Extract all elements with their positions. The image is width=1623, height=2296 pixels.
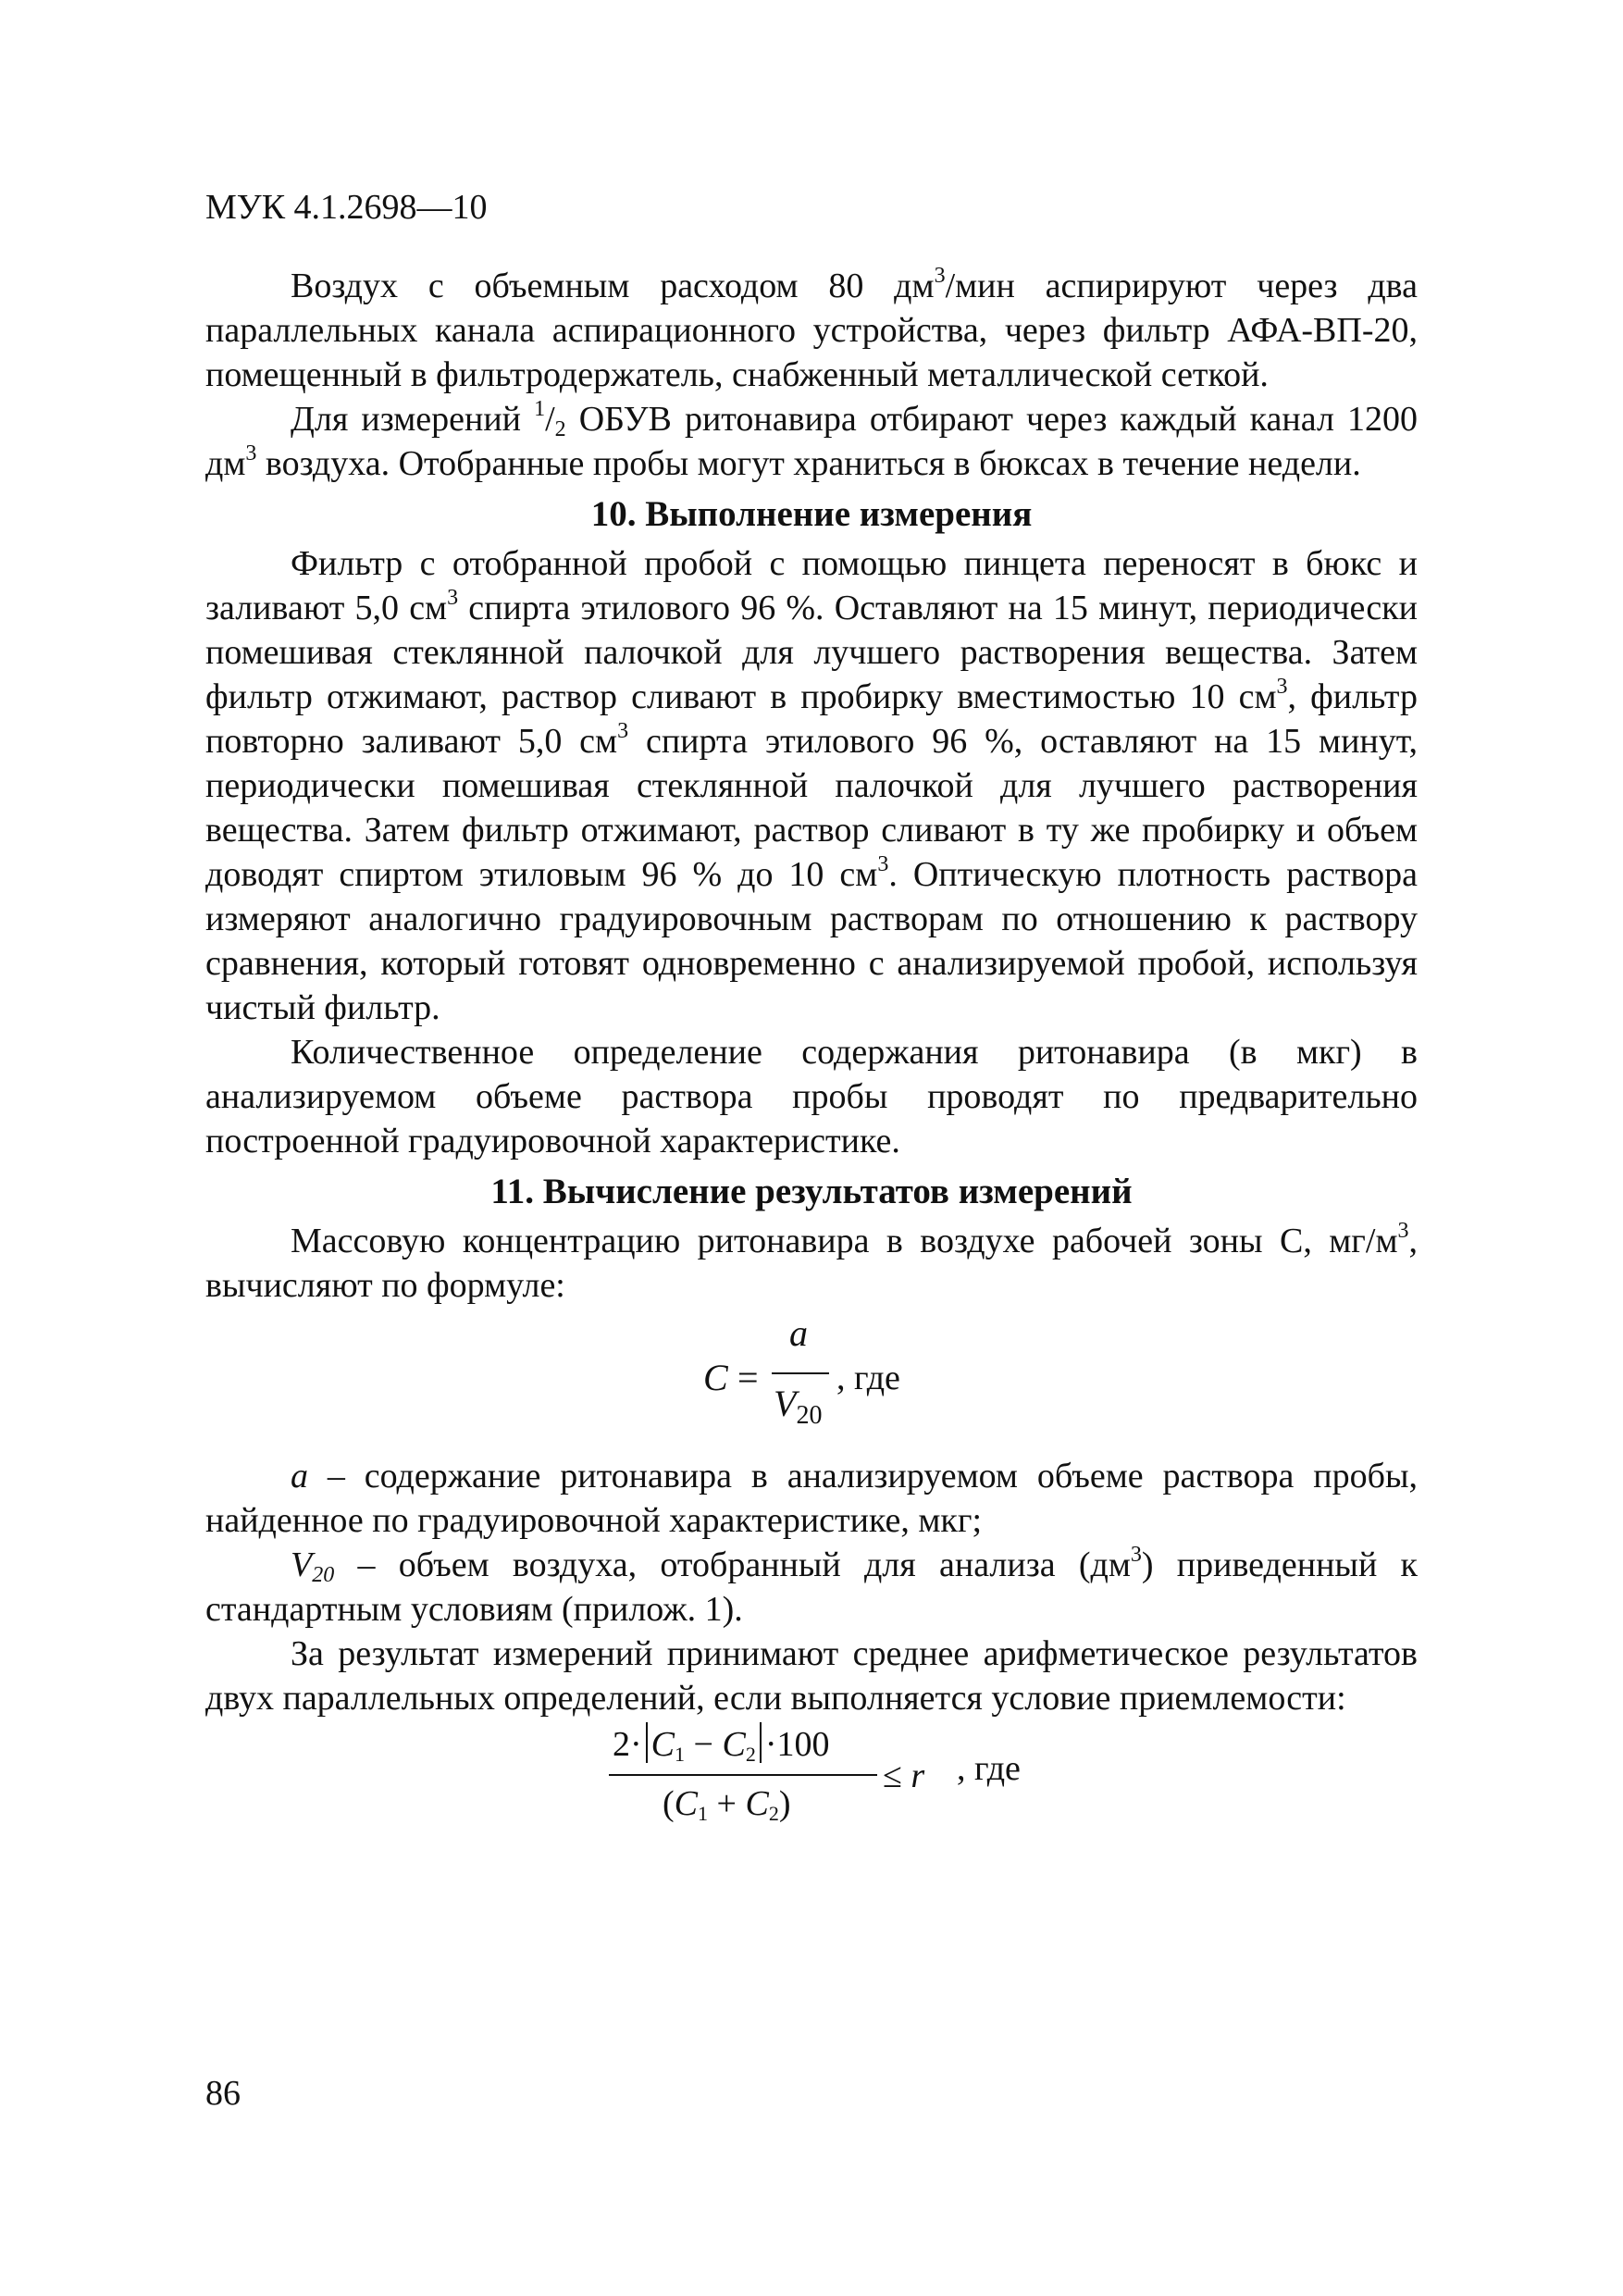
intro-paragraph-1 [205, 264, 1418, 397]
text-run: , вычисляют по формуле: [205, 1222, 1418, 1305]
operator: + [708, 1784, 746, 1823]
fraction-bar [772, 1372, 829, 1374]
intro-paragraph-2 [205, 397, 1418, 486]
formula-concentration [205, 1311, 1418, 1450]
text-run: Фильтр с отобранной пробой с помощью пинцета переносят в бюкс и заливают 5,0 см [205, 544, 1418, 627]
subscript: 2 [745, 1743, 756, 1766]
superscript: 3 [617, 719, 629, 743]
abs-bar-left [646, 1722, 648, 1763]
text-run: /мин аспирируют через два параллельных канала аспирационного устройства, через фильтр АФА-ВП-20, помещенный в фильтродержатель, снабженный металлической сеткой. [205, 267, 1418, 394]
text-run: – объем воздуха, отобранный для анализа (дм [334, 1545, 1131, 1584]
text-run: Воздух с объемным расходом 80 дм [291, 267, 935, 305]
section-10-paragraph-2: Количественное определение содержания ритонавира (в мкг) в анализируемом объеме раствора пробы проводят по предварительно построенной градуировочной характеристике. [205, 1033, 1418, 1160]
variable: r [911, 1756, 925, 1795]
section-11-paragraph-2: За результат измерений принимают среднее арифметическое результатов двух параллельных определений, если выполняется условие приемлемости: [205, 1634, 1418, 1718]
formula-acceptability [205, 1722, 1418, 1843]
text-run: . Оптическую плотность раствора измеряют аналогично градуировочным растворам по отношению к раствору сравнения, который готовят одновременно с анализируемой пробой, используя чистый фильтр. [205, 855, 1418, 1027]
definition-a [205, 1454, 1418, 1543]
section-11-paragraph-1 [205, 1219, 1418, 1308]
formula-equals: = [737, 1357, 759, 1398]
superscript: 3 [934, 264, 946, 288]
text-run: ОБУВ ритонавира отбирают через каждый канал 1200 дм [205, 400, 1418, 483]
text-run: воздуха. Отобранные пробы могут храниться в бюксах в течение недели. [256, 444, 1361, 483]
subscript: 20 [312, 1563, 335, 1587]
text-run: 2· [613, 1725, 642, 1764]
fraction-bar [609, 1774, 877, 1776]
operator: − [685, 1725, 723, 1764]
paren: ) [778, 1784, 791, 1823]
formula-where: , где [836, 1359, 900, 1397]
text-run: Для измерений [291, 400, 535, 439]
superscript: 3 [245, 441, 257, 465]
formula-numerator: a [789, 1312, 808, 1354]
page-body [205, 264, 1418, 1843]
operator: ≤ [883, 1756, 911, 1795]
page-number: 86 [205, 2074, 241, 2113]
variable: C [722, 1725, 746, 1764]
text-run: ·100 [764, 1725, 830, 1764]
formula2-denominator [663, 1781, 790, 1826]
variable: V [291, 1545, 313, 1584]
denominator-subscript: 20 [796, 1401, 823, 1430]
formula-lhs: C [703, 1357, 728, 1398]
text-run: спирта этилового 96 %. Оставляют на 15 минут, периодически помешивая стеклянной палочкой для лучшего растворения вещества. Затем фильтр отжимают, раствор сливают в пробирку вместимостью 10 см [205, 589, 1418, 716]
abs-bar-right [760, 1722, 762, 1763]
section-10-paragraph-1 [205, 541, 1418, 1030]
text-run: ) приведенный к стандартным условиям (прилож. 1). [205, 1545, 1418, 1629]
fraction-slash: / [545, 400, 555, 439]
superscript: 3 [447, 586, 459, 610]
formula2-where: , где [957, 1749, 1021, 1788]
variable: C [674, 1784, 699, 1823]
formula2-numerator [613, 1722, 829, 1767]
denominator-var: V [774, 1383, 797, 1424]
subscript: 1 [675, 1743, 686, 1766]
definition-v20 [205, 1543, 1418, 1632]
section-10-heading: 10. Выполнение измерения [590, 494, 1033, 534]
superscript: 3 [877, 852, 889, 876]
variable: C [650, 1725, 675, 1764]
formula2-relation [883, 1754, 924, 1798]
superscript: 3 [1130, 1543, 1142, 1567]
text-run: Массовую концентрацию ритонавира в воздухе рабочей зоны С, мг/м [291, 1222, 1398, 1260]
text-run: – содержание ритонавира в анализируемом объеме раствора пробы, найденное по градуировочной характеристике, мкг; [205, 1457, 1418, 1540]
subscript: 2 [768, 1802, 779, 1825]
superscript: 3 [1397, 1219, 1409, 1243]
text-run: , фильтр повторно заливают 5,0 см [205, 677, 1419, 761]
superscript: 3 [1276, 675, 1288, 699]
variable: C [745, 1784, 769, 1823]
text-run: спирта этилового 96 %, оставляют на 15 минут, периодически помешивая стеклянной палочкой для лучшего растворения вещества. Затем фильтр отжимают, раствор сливают в ту же пробирку и объем доводят спиртом этиловым 96 % до 10 см [205, 722, 1419, 894]
fraction-denominator: 2 [554, 417, 566, 441]
paren: ( [663, 1784, 675, 1823]
variable: a [291, 1457, 308, 1496]
section-11-heading: 11. Вычисление результатов измерений [490, 1172, 1133, 1211]
running-header: МУК 4.1.2698—10 [205, 188, 488, 227]
formula-denominator [774, 1382, 822, 1438]
fraction-numerator: 1 [534, 397, 546, 421]
subscript: 1 [698, 1802, 709, 1825]
